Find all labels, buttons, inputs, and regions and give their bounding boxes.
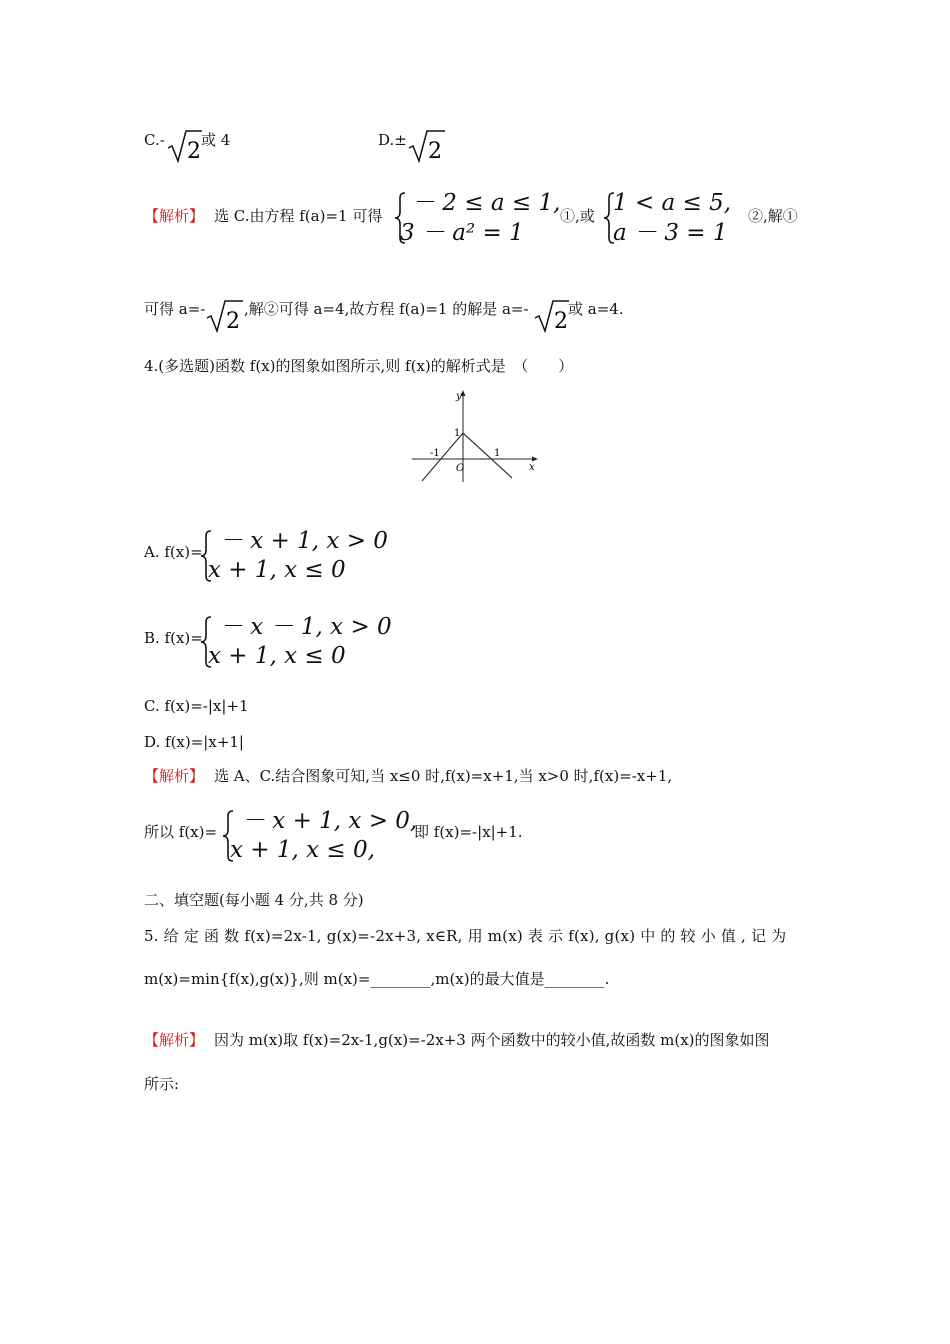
piecewise-row: － x + 1, x > 0 — [220, 528, 388, 554]
piecewise-option-a — [200, 528, 390, 584]
sqrt-radicand: 2 — [187, 139, 201, 164]
tick-label: -1 — [430, 448, 440, 459]
q3-option-c-suffix: 或 4 — [201, 131, 231, 149]
equation-system-1 — [394, 190, 564, 246]
q3-solution-line2c: 或 a=4. — [568, 300, 624, 318]
solution-tag: 【解析】 — [144, 767, 205, 785]
system-row: － 2 ≤ a ≤ 1, — [412, 190, 561, 216]
tick-label: 1 — [494, 448, 501, 459]
q3-solution-line2b: ,解②可得 a=4,故方程 f(a)=1 的解是 a=- — [244, 300, 529, 318]
q4-option-d: D. f(x)=|x+1| — [144, 733, 244, 751]
sqrt-radicand: 2 — [226, 309, 240, 334]
solution-tag: 【解析】 — [144, 1031, 205, 1049]
q4-so-suffix: 即 f(x)=-|x|+1. — [414, 823, 523, 841]
q5-line1: 5. 给 定 函 数 f(x)=2x-1, g(x)=-2x+3, x∈R, 用 m(x) 表 示 f(x), g(x) 中 的 较 小 值 , 记 为 — [144, 927, 787, 945]
q4-option-a-prefix: A. f(x)= — [144, 543, 203, 561]
system-row: a － 3 = 1 — [613, 220, 728, 246]
piecewise-option-b — [200, 614, 400, 670]
q3-option-c-prefix: C.- — [144, 131, 165, 149]
piecewise-row: x + 1, x ≤ 0 — [208, 557, 346, 583]
piecewise-row: x + 1, x ≤ 0, — [230, 837, 375, 863]
q4-option-b-prefix: B. f(x)= — [144, 629, 203, 647]
function-graph — [408, 388, 540, 484]
q3-solution-text: 选 C.由方程 f(a)=1 可得 — [214, 207, 383, 225]
sqrt-radicand: 2 — [428, 139, 442, 164]
x-axis-arrow-icon — [532, 457, 538, 462]
x-axis-label: x — [529, 462, 535, 473]
piecewise-row: － x + 1, x > 0, — [242, 808, 418, 834]
q4-stem: 4.(多选题)函数 f(x)的图象如图所示,则 f(x)的解析式是 （ ） — [144, 357, 574, 375]
q5-line2: m(x)=min{f(x),g(x)},则 m(x)=________,m(x)的最大值是________. — [144, 970, 610, 988]
piecewise-row: － x － 1, x > 0 — [220, 614, 392, 640]
piecewise-conclusion — [222, 808, 417, 864]
y-axis-label: y — [456, 391, 462, 402]
system-row: 3 － a² = 1 — [400, 220, 524, 246]
sqrt-symbol — [205, 298, 243, 334]
q5-solution-line1: 因为 m(x)取 f(x)=2x-1,g(x)=-2x+3 两个函数中的较小值,故函数 m(x)的图象如图 — [214, 1031, 770, 1049]
sqrt-symbol — [533, 298, 569, 334]
sqrt-radicand: 2 — [554, 309, 568, 334]
sqrt-symbol — [407, 128, 445, 164]
q4-so-prefix: 所以 f(x)= — [144, 823, 218, 841]
q4-solution-text: 选 A、C.结合图象可知,当 x≤0 时,f(x)=x+1,当 x>0 时,f(x)=-x+1, — [214, 767, 673, 785]
system-row: 1 < a ≤ 5, — [613, 190, 732, 216]
equation-system-2 — [603, 190, 733, 246]
origin-label: O — [456, 463, 465, 474]
solution-tag: 【解析】 — [144, 207, 205, 225]
tick-label: 1 — [454, 428, 461, 439]
q3-option-d-prefix: D.± — [378, 131, 407, 149]
sqrt-symbol — [166, 128, 202, 164]
q3-or-text: ①,或 — [560, 207, 595, 225]
section-heading: 二、填空题(每小题 4 分,共 8 分) — [144, 891, 364, 909]
q3-solution-line2a: 可得 a=- — [144, 300, 206, 318]
piecewise-row: x + 1, x ≤ 0 — [208, 643, 346, 669]
q5-solution-line2: 所示: — [144, 1075, 180, 1093]
q4-option-c: C. f(x)=-|x|+1 — [144, 697, 249, 715]
q3-solve-text: ②,解① — [748, 207, 798, 225]
